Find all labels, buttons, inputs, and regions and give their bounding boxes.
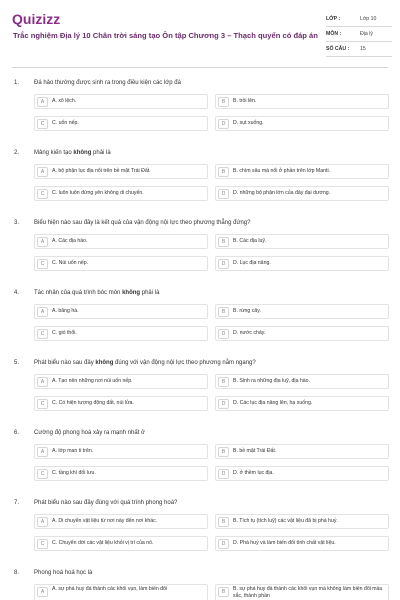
- question-text: [34, 220, 384, 226]
- answer-option-b[interactable]: [215, 374, 389, 389]
- question-text-emphasis: không: [95, 360, 114, 366]
- option-letter-badge: D: [218, 189, 229, 199]
- option-text: B. Các địa luỹ.: [233, 238, 267, 244]
- option-text: C. Chuyển dời các vật liệu khỏi vị trí của nó.: [52, 540, 154, 546]
- answer-option-c[interactable]: [34, 466, 208, 481]
- meta-key: MÔN :: [326, 31, 342, 37]
- question-text-part: phải là: [140, 290, 160, 296]
- question-text: [34, 360, 384, 366]
- answer-option-a[interactable]: [34, 304, 208, 319]
- option-text: B. sự phá huỷ đá thành các khối vụn mà không làm biến đổi màu sắc, thành phần: [233, 586, 383, 599]
- answer-option-a[interactable]: [34, 94, 208, 109]
- answer-option-c[interactable]: [34, 256, 208, 271]
- option-letter-badge: B: [218, 447, 229, 457]
- option-letter-badge: B: [218, 97, 229, 107]
- question-text: [34, 80, 384, 86]
- option-letter-badge: B: [218, 237, 229, 247]
- meta-value: Địa lý: [360, 31, 373, 37]
- option-letter-badge: D: [218, 399, 229, 409]
- option-text: A. lớp man ti trên.: [52, 448, 94, 454]
- option-letter-badge: C: [37, 329, 48, 339]
- question-text-part: Biểu hiện nào sau đây là kết quả của vận động nội lực theo phương thẳng đứng?: [34, 220, 251, 226]
- answer-option-a[interactable]: [34, 374, 208, 389]
- question-number: 6.: [14, 430, 20, 436]
- question-text-part: Tác nhân của quá trình bóc mòn: [34, 290, 123, 296]
- question-text: [34, 570, 384, 576]
- option-text: D. Các lục địa nâng lên, hạ xuống.: [233, 400, 313, 406]
- answer-option-b[interactable]: [215, 444, 389, 459]
- option-letter-badge: B: [218, 587, 229, 597]
- meta-key: LỚP :: [326, 16, 341, 22]
- option-text: B. rừng cây.: [233, 308, 261, 314]
- option-letter-badge: A: [37, 237, 48, 247]
- option-letter-badge: A: [37, 307, 48, 317]
- option-letter-badge: A: [37, 97, 48, 107]
- question-text-emphasis: không: [73, 150, 92, 156]
- option-text: D. sụt xuống.: [233, 120, 264, 126]
- option-text: D. nước chảy.: [233, 330, 266, 336]
- option-letter-badge: A: [37, 377, 48, 387]
- question-text-part: Đá hảo thường được sinh ra trong điều kiện các lớp đá: [34, 80, 181, 86]
- option-letter-badge: C: [37, 119, 48, 129]
- question-text-part: đúng với vận động nội lực theo phương nằm ngang?: [113, 360, 256, 366]
- answer-option-d[interactable]: [215, 326, 389, 341]
- option-text: A. xô lệch.: [52, 98, 77, 104]
- answer-option-d[interactable]: [215, 396, 389, 411]
- option-letter-badge: C: [37, 469, 48, 479]
- option-letter-badge: C: [37, 189, 48, 199]
- answer-option-b[interactable]: [215, 94, 389, 109]
- answer-option-c[interactable]: [34, 116, 208, 131]
- option-letter-badge: A: [37, 517, 48, 527]
- option-text: B. Sinh ra những địa luỹ, địa hào.: [233, 378, 311, 384]
- meta-key: SỐ CÂU :: [326, 46, 350, 52]
- option-text: C. tầng khí đối lưu.: [52, 470, 96, 476]
- answer-option-b[interactable]: [215, 584, 389, 600]
- answer-option-a[interactable]: [34, 584, 208, 600]
- option-text: C. uốn nếp.: [52, 120, 79, 126]
- answer-option-b[interactable]: [215, 234, 389, 249]
- question-text: [34, 430, 384, 436]
- option-text: D. những bộ phận lớn của đáy đại dương.: [233, 190, 331, 196]
- answer-option-d[interactable]: [215, 256, 389, 271]
- option-letter-badge: C: [37, 399, 48, 409]
- question-number: 8.: [14, 570, 20, 576]
- option-letter-badge: C: [37, 259, 48, 269]
- answer-option-d[interactable]: [215, 186, 389, 201]
- option-letter-badge: A: [37, 587, 48, 597]
- question-text-part: Phong hoá hoá học là: [34, 570, 93, 576]
- answer-option-c[interactable]: [34, 186, 208, 201]
- option-text: C. luôn luôn đứng yên không di chuyển.: [52, 190, 144, 196]
- option-text: D. Lục địa nâng.: [233, 260, 271, 266]
- question-text: [34, 290, 384, 296]
- answer-option-d[interactable]: [215, 116, 389, 131]
- question-text-part: Mảng kiến tạo: [34, 150, 74, 156]
- page-title: Trắc nghiệm Địa lý 10 Chân trời sáng tạo Ôn tập Chương 3 – Thạch quyển có đáp án: [13, 31, 318, 40]
- option-letter-badge: B: [218, 517, 229, 527]
- option-letter-badge: D: [218, 259, 229, 269]
- option-letter-badge: D: [218, 119, 229, 129]
- answer-option-a[interactable]: [34, 514, 208, 529]
- option-text: C. Có hiện tượng động đất, núi lửa.: [52, 400, 134, 406]
- option-letter-badge: D: [218, 329, 229, 339]
- answer-option-b[interactable]: [215, 164, 389, 179]
- question-text-part: Phát biểu nào sau đây: [34, 360, 96, 366]
- option-text: A. Di chuyển vật liệu từ nơi này đến nơi khác.: [52, 518, 158, 524]
- option-text: D. Phá huỷ và làm biến đổi tính chất vật liệu.: [233, 540, 336, 546]
- option-letter-badge: A: [37, 447, 48, 457]
- option-text: B. trồi lên.: [233, 98, 257, 104]
- answer-option-b[interactable]: [215, 514, 389, 529]
- option-text: A. Tạo nên những nơi núi uốn nếp.: [52, 378, 133, 384]
- option-text: C. gió thổi.: [52, 330, 77, 336]
- option-letter-badge: B: [218, 377, 229, 387]
- option-letter-badge: B: [218, 167, 229, 177]
- answer-option-a[interactable]: [34, 234, 208, 249]
- answer-option-a[interactable]: [34, 164, 208, 179]
- option-letter-badge: B: [218, 307, 229, 317]
- answer-option-a[interactable]: [34, 444, 208, 459]
- answer-option-d[interactable]: [215, 466, 389, 481]
- answer-option-d[interactable]: [215, 536, 389, 551]
- option-letter-badge: D: [218, 469, 229, 479]
- question-text-part: phải là: [91, 150, 111, 156]
- option-text: B. bề mặt Trái Đất.: [233, 448, 277, 454]
- option-letter-badge: D: [218, 539, 229, 549]
- question-number: 2.: [14, 150, 20, 156]
- svg-text:Quizizz: Quizizz: [12, 11, 61, 27]
- question-text: [34, 500, 384, 506]
- option-letter-badge: A: [37, 167, 48, 177]
- option-text: C. Núi uốn nếp.: [52, 260, 89, 266]
- question-text-emphasis: không: [122, 290, 141, 296]
- option-text: A. Các địa hào.: [52, 238, 88, 244]
- option-text: B. chìm sâu mà nổi ở phần trên lớp Manti.: [233, 168, 331, 174]
- question-text-part: Phát biểu nào sau đây đúng với quá trình phong hoá?: [34, 500, 178, 506]
- option-letter-badge: C: [37, 539, 48, 549]
- question-number: 5.: [14, 360, 20, 366]
- option-text: A. sự phá huỷ đá thành các khối vụn, làm biến đổi: [52, 586, 168, 592]
- option-text: A. bộ phận lục địa nổi trên bề mặt Trái Đất.: [52, 168, 151, 174]
- answer-option-c[interactable]: [34, 536, 208, 551]
- answer-option-c[interactable]: [34, 326, 208, 341]
- option-text: B. Tích tụ (tích luỹ) các vật liệu đã bị phá huỷ.: [233, 518, 338, 524]
- option-text: A. băng hà.: [52, 308, 79, 314]
- answer-option-b[interactable]: [215, 304, 389, 319]
- question-number: 7.: [14, 500, 20, 506]
- answer-option-c[interactable]: [34, 396, 208, 411]
- question-number: 1.: [14, 80, 20, 86]
- question-number: 3.: [14, 220, 20, 226]
- question-text: [34, 150, 384, 156]
- meta-value: 15: [360, 46, 366, 52]
- question-number: 4.: [14, 290, 20, 296]
- option-text: D. ở thềm lục địa.: [233, 470, 274, 476]
- question-text-part: Cường độ phong hoá xảy ra mạnh nhất ở: [34, 430, 145, 436]
- meta-value: Lớp 10: [360, 16, 377, 22]
